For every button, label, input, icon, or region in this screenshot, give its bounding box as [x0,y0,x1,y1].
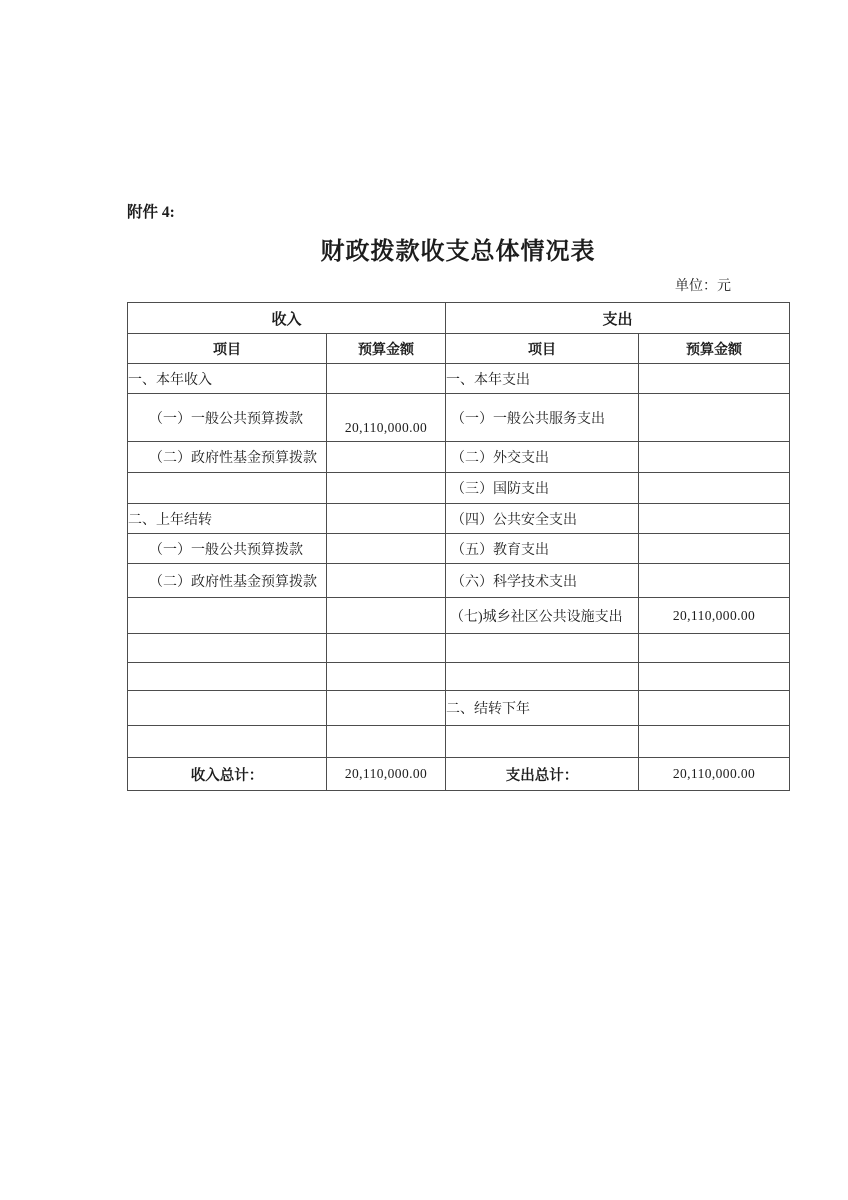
amount-cell [327,442,446,473]
column-header-row [128,334,790,364]
section-header-row [128,303,790,334]
subitem-cell: （二）政府性基金预算拨款 [128,564,327,598]
table-row [128,598,790,634]
subitem-cell: （四）公共安全支出 [446,504,639,534]
amount-cell [639,442,790,473]
amount-cell: 20,110,000.00 [327,394,446,442]
amount-cell [327,534,446,564]
fiscal-appropriation-table [127,302,790,791]
expenditure-budget-header: 预算金额 [639,334,790,364]
amount-cell [327,634,446,663]
document-title: 财政拨款收支总体情况表 [320,239,596,265]
table-row [128,442,790,473]
amount-cell: 20,110,000.00 [639,758,790,791]
table-body [128,364,790,791]
amount-cell [327,663,446,691]
item-cell: 二、结转下年 [446,691,639,726]
amount-cell [639,564,790,598]
subitem-cell: （一）一般公共预算拨款 [128,394,327,442]
item-cell [128,473,327,504]
amount-cell [639,726,790,758]
table-row [128,504,790,534]
amount-cell [327,364,446,394]
amount-cell: 20,110,000.00 [327,758,446,791]
item-cell [446,726,639,758]
total-cell: 收入总计： [128,758,327,791]
subitem-cell: （二）政府性基金预算拨款 [128,442,327,473]
table-row [128,758,790,791]
amount-cell [639,394,790,442]
income-section-header: 收入 [128,303,446,334]
item-cell [128,634,327,663]
subitem-cell: （一）一般公共服务支出 [446,394,639,442]
item-cell [128,663,327,691]
item-cell [128,726,327,758]
amount-cell [327,691,446,726]
table-row [128,663,790,691]
table-row [128,364,790,394]
amount-cell [327,504,446,534]
expenditure-section-header: 支出 [446,303,790,334]
subitem-cell: （六）科学技术支出 [446,564,639,598]
table-row [128,691,790,726]
amount-cell [639,663,790,691]
item-cell: 一、本年收入 [128,364,327,394]
amount-cell [639,364,790,394]
table-row [128,473,790,504]
subitem-cell: （七)城乡社区公共设施支出 [446,598,639,634]
amount-cell [639,504,790,534]
table-row [128,534,790,564]
table-row [128,726,790,758]
item-cell: 一、本年支出 [446,364,639,394]
subitem-cell: （二）外交支出 [446,442,639,473]
income-item-header: 项目 [128,334,327,364]
item-cell: 二、上年结转 [128,504,327,534]
income-budget-header: 预算金额 [327,334,446,364]
table-header [128,303,790,364]
expenditure-item-header: 项目 [446,334,639,364]
subitem-cell: （三）国防支出 [446,473,639,504]
item-cell [446,663,639,691]
amount-cell: 20,110,000.00 [639,598,790,634]
subitem-cell: （五）教育支出 [446,534,639,564]
amount-cell [327,598,446,634]
amount-cell [327,726,446,758]
item-cell [446,634,639,663]
amount-cell [639,691,790,726]
unit-label: 单位：元 [675,279,731,294]
item-cell [128,598,327,634]
table-row [128,564,790,598]
subitem-cell: （一）一般公共预算拨款 [128,534,327,564]
table-row [128,394,790,442]
amount-cell [639,634,790,663]
total-cell: 支出总计： [446,758,639,791]
attachment-label: 附件 4: [127,204,175,221]
amount-cell [639,473,790,504]
amount-cell [327,564,446,598]
amount-cell [639,534,790,564]
amount-cell [327,473,446,504]
table-row [128,634,790,663]
item-cell [128,691,327,726]
